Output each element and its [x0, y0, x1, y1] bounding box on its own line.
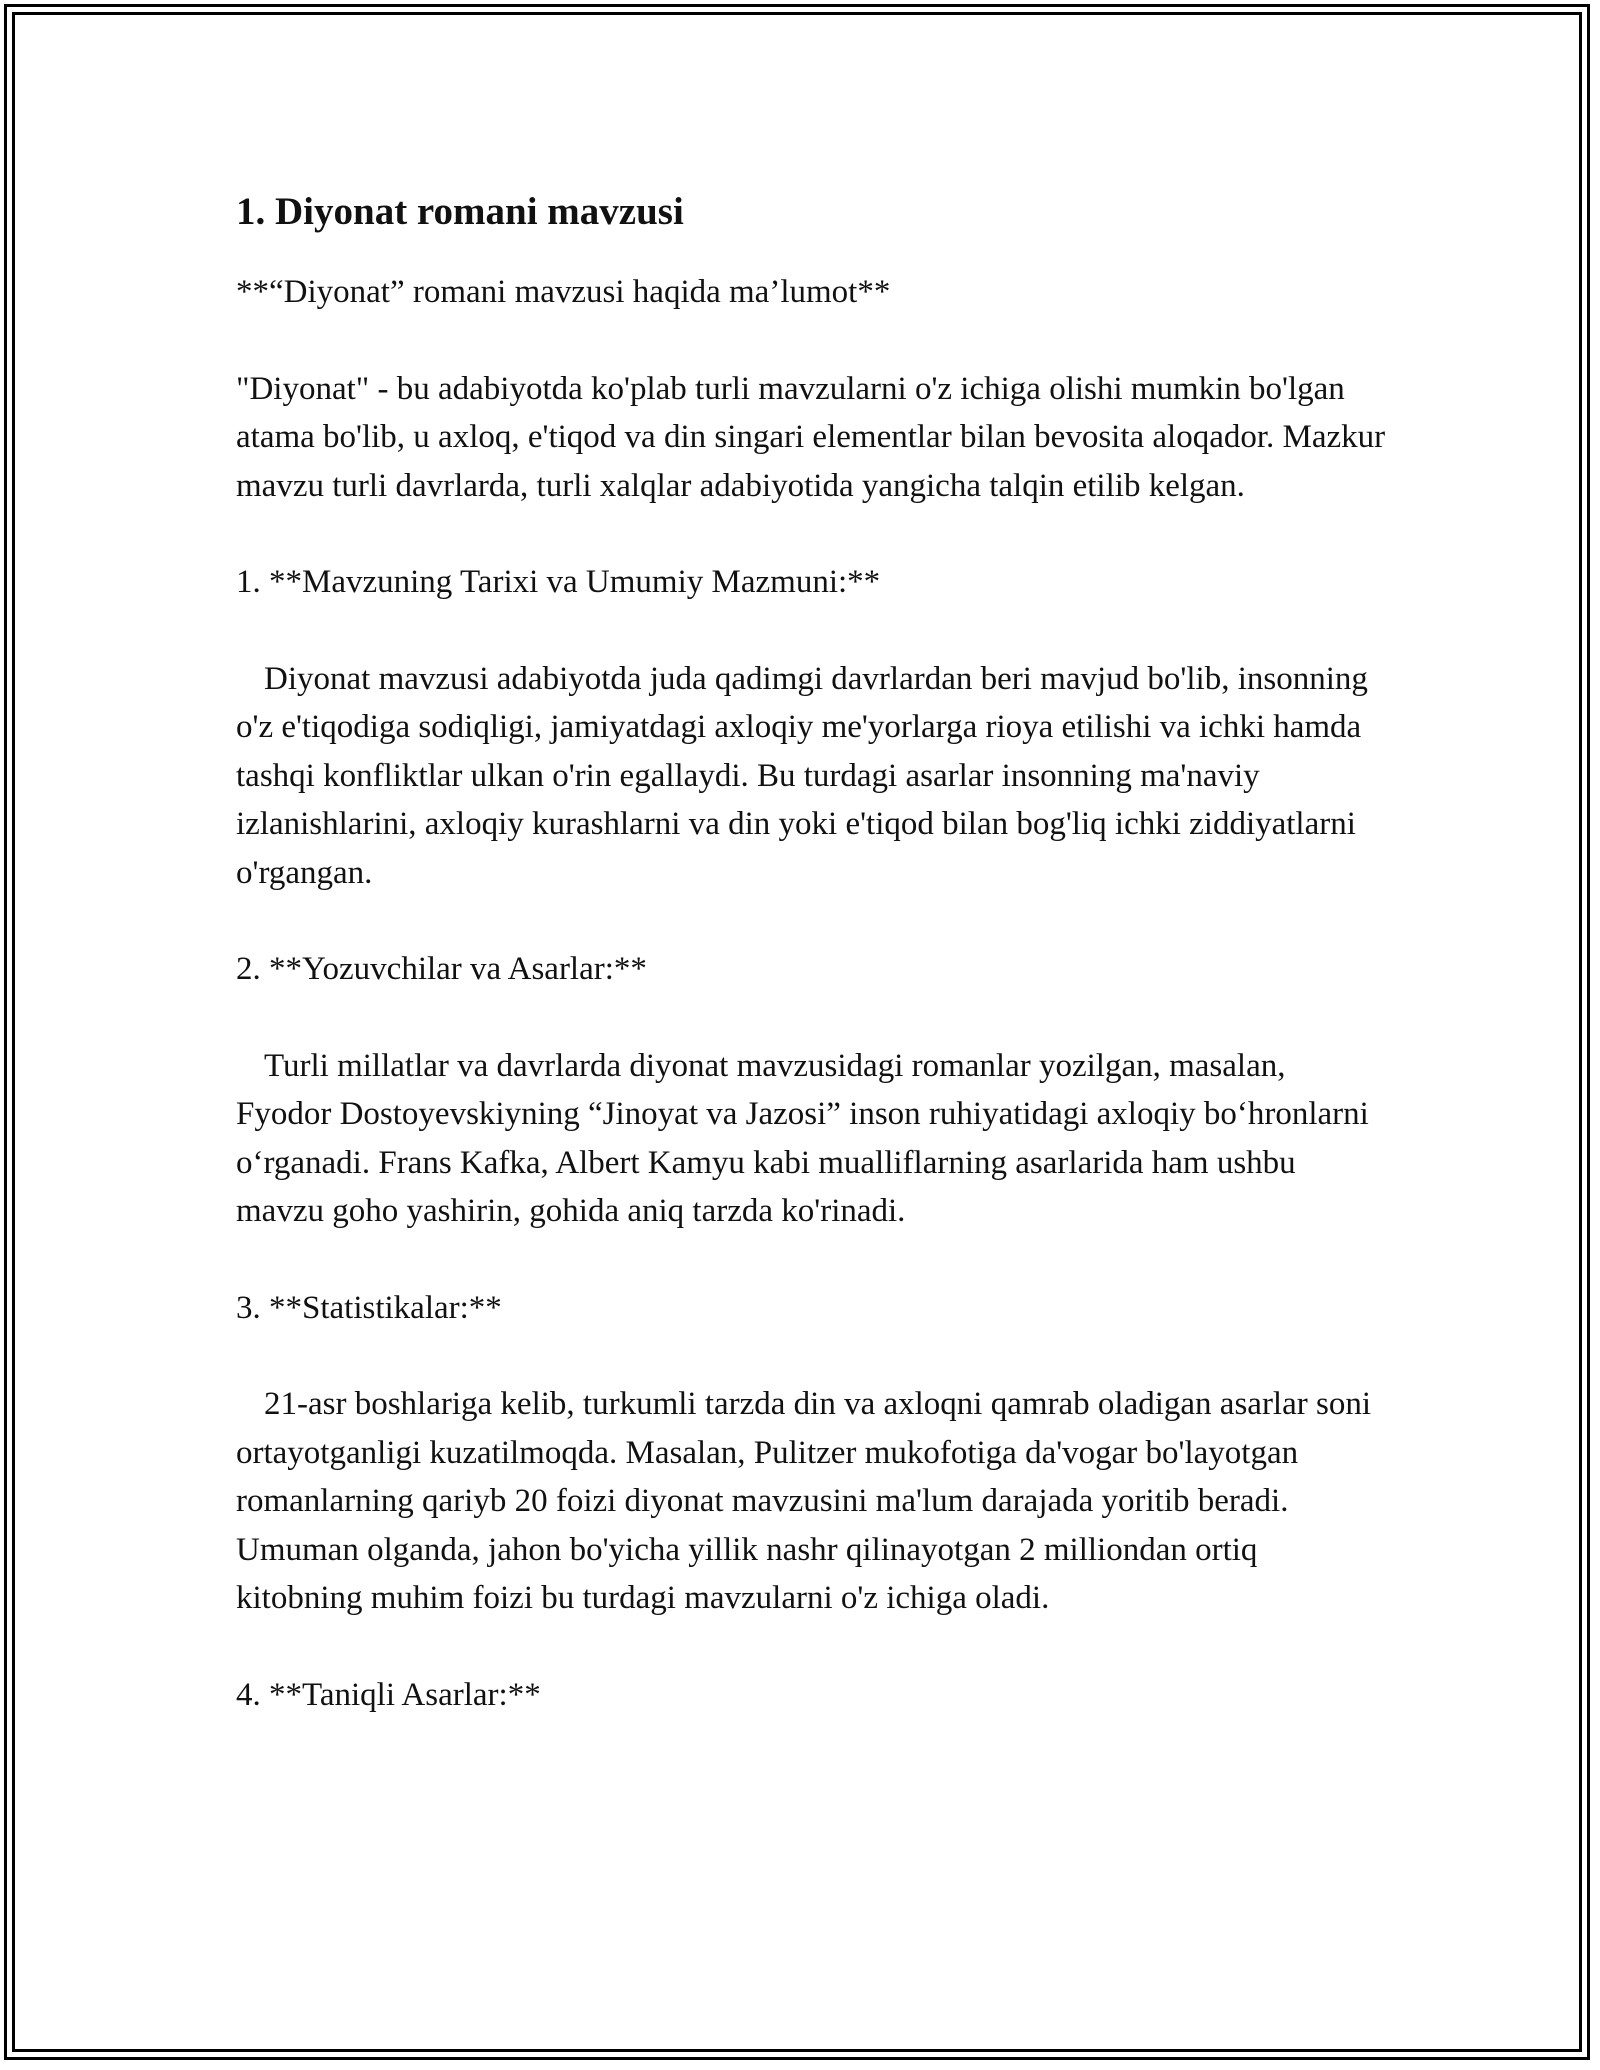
section-body-history: Diyonat mavzusi adabiyotda juda qadimgi davrlardan beri mavjud bo'lib, insonning o'z e'tiqodiga sodiqligi, jamiyatdagi axloqiy me'yorlarga rioya etilishi va ichki hamda tashqi konfliktlar ulkan o'rin egallaydi. Bu turdagi asarlar insonning ma'naviy izlanishlarini, axloqiy kurashlarni va din yoki e'tiqod bilan bog'liq ichki ziddiyatlarni o'rgangan.: [236, 660, 1377, 891]
document-title: 1. Diyonat romani mavzusi: [236, 190, 684, 233]
section-heading-authors: 2. **Yozuvchilar va Asarlar:**: [236, 951, 647, 987]
section-body-statistics: 21-asr boshlariga kelib, turkumli tarzda din va axloqni qamrab oladigan asarlar soni ortayotganligi kuzatilmoqda. Masalan, Pulitzer mukofotiga da'vogar bo'layotgan romanlarning qariyb 20 foizi diyonat mavzusini ma'lum darajada yoritib beradi. Umuman olganda, jahon bo'yicha yillik nashr qilinayotgan 2 milliondan ortiq kitobning muhim foizi bu turdagi mavzularni o'z ichiga oladi.: [236, 1386, 1380, 1616]
subtitle-paragraph: **“Diyonat” romani mavzusi haqida ma’lumot**: [236, 274, 891, 310]
section-heading-statistics: 3. **Statistikalar:**: [236, 1289, 502, 1326]
section-body-authors: Turli millatlar va davrlarda diyonat mavzusidagi romanlar yozilgan, masalan, Fyodor Dostoyevskiyning “Jinoyat va Jazosi” inson ruhiyatidagi axloqiy bo‘hronlarni o‘rganadi. Frans Kafka, Albert Kamyu kabi mualliflarning asarlarida ham ushbu mavzu goho yashirin, gohida aniq tarzda ko'rinadi.: [236, 1047, 1378, 1229]
section-heading-notable-works: 4. **Taniqli Asarlar:**: [236, 1676, 541, 1713]
section-heading-history: 1. **Mavzuning Tarixi va Umumiy Mazmuni:**: [236, 564, 881, 600]
document-body: [236, 186, 1394, 1767]
intro-paragraph: "Diyonat" - bu adabiyotda ko'plab turli mavzularni o'z ichiga olishi mumkin bo'lgan atama bo'lib, u axloq, e'tiqod va din singari elementlar bilan bevosita aloqador. Mazkur mavzu turli davrlarda, turli xalqlar adabiyotida yangicha talqin etilib kelgan.: [236, 370, 1394, 504]
